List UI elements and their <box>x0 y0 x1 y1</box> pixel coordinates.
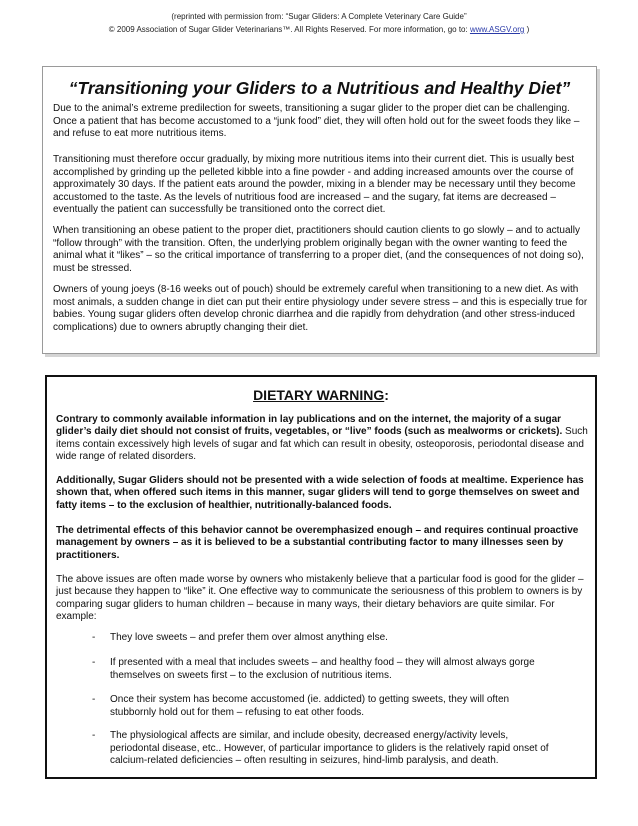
article-title: “Transitioning your Gliders to a Nutritious and Healthy Diet” <box>68 78 571 98</box>
article-box <box>42 66 597 354</box>
warning-paragraph <box>56 414 589 464</box>
warning-title <box>47 386 595 404</box>
warning-paragraph: The above issues are often made worse by owners who mistakenly believe that a particular food is good for the glider – just because they happen to “like” it. One effective way to communicate the seriousness of this problem to owners is by comparing sugar gliders to human children – because in many ways, their dietary behaviors are quite similar. For example: <box>56 574 584 623</box>
article-paragraph: Due to the animal’s extreme predilection for sweets, transitioning a sugar glider to the proper diet can be challenging. Once a patient that has become accustomed to a “junk food” diet, they will often hold out for the sweet foods they like – and refuse to eat more nutritious items. <box>53 103 580 140</box>
bullet-dash: - <box>92 730 96 741</box>
reprint-line-1: (reprinted with permission from: “Sugar Gliders: A Complete Veterinary Care Guide” <box>171 12 467 21</box>
copyright-line <box>0 23 638 36</box>
dietary-warning-box <box>45 375 597 779</box>
warning-paragraph <box>56 525 589 562</box>
warning-paragraph <box>56 475 589 512</box>
warning-p3-bold: The detrimental effects of this behavior cannot be overemphasized enough – and requires continual proactive management by owners – as it is believed to be a substantial contributing factor to many illnesses seen by practitioners. <box>56 525 579 561</box>
article-paragraph: Owners of young joeys (8-16 weeks out of pouch) should be extremely careful when transitioning to a new diet. As with most animals, a sudden change in diet can put their entire physiology under severe stress – and this is especially true for babies. Young sugar gliders often develop chronic diarrhea and die rapidly from dehydration (and other stress-induced complications) due to owners abruptly changing their diet. <box>53 284 588 333</box>
warning-title-colon: : <box>384 387 389 403</box>
copyright-text: © 2009 Association of Sugar Glider Veterinarians™. All Rights Reserved. For more information, go to: <box>108 25 470 34</box>
warning-p1-bold: Contrary to commonly available information in lay publications and on the internet, the majority of a sugar glider’s daily diet should not consist of fruits, vegetables, or “live” foods (such as mealworms or crickets). <box>56 414 563 438</box>
copyright-end: ) <box>524 25 530 34</box>
asgv-link[interactable]: www.ASGV.org <box>469 25 525 34</box>
warning-title-text: DIETARY WARNING <box>253 387 385 403</box>
bullet-dash: - <box>92 632 96 643</box>
list-item-text: Once their system has become accustomed (ie. addicted) to getting sweets, they will often stubbornly hold out for them – refusing to eat other foods. <box>110 694 510 718</box>
warning-p2-bold: Additionally, Sugar Gliders should not be presented with a wide selection of foods at mealtime. Experience has shown that, when offered such items in this manner, sugar gliders will tend to gorge themselves on sweet and fatty items – to the exclusion of healthier, nutritionally-balanced foods. <box>56 475 584 511</box>
article-paragraph: When transitioning an obese patient to the proper diet, practitioners should caution clients to go slowly – and to actually “follow through” with the transition. Often, the underlying problem originally began with the owner wanting to feed the animal what it “likes” – so the critical importance of transferring to a proper diet, (and the consequences of not doing so), must be stressed. <box>53 225 584 274</box>
warning-p1-normal: Such items contain excessively high levels of sugar and fat which can result in obesity, osteoporosis, periodontal disease and wide range of related disorders. <box>56 426 588 463</box>
bullet-dash: - <box>92 694 96 705</box>
bullet-dash: - <box>92 657 96 668</box>
list-item-text: The physiological affects are similar, and include obesity, decreased energy/activity levels, periodontal disease, etc.. However, of particular importance to gliders is the relatively rapid onset of calcium-related deficiencies – often resulting in seizures, hind-limb paralysis, and death. <box>110 730 549 767</box>
list-item-text: They love sweets – and prefer them over almost anything else. <box>110 632 388 643</box>
article-paragraph: Transitioning must therefore occur gradually, by mixing more nutritious items into their current diet. This is usually best accomplished by grinding up the pelleted kibble into a fine powder - and adding increased amounts over the course of approximately 30 days. If the patient eats around the powder, mixing in a blender may be necessary until they become accustomed to the taste. As the levels of nutritious food are increased – and the sugary, fat items are decreased – eventually the patient can successfully be transitioned onto the correct diet. <box>53 154 576 216</box>
reprint-notice <box>0 10 638 36</box>
list-item-text: If presented with a meal that includes sweets – and healthy food – they will almost always gorge themselves on sweets first – to the exclusion of nutritious items. <box>110 657 535 681</box>
